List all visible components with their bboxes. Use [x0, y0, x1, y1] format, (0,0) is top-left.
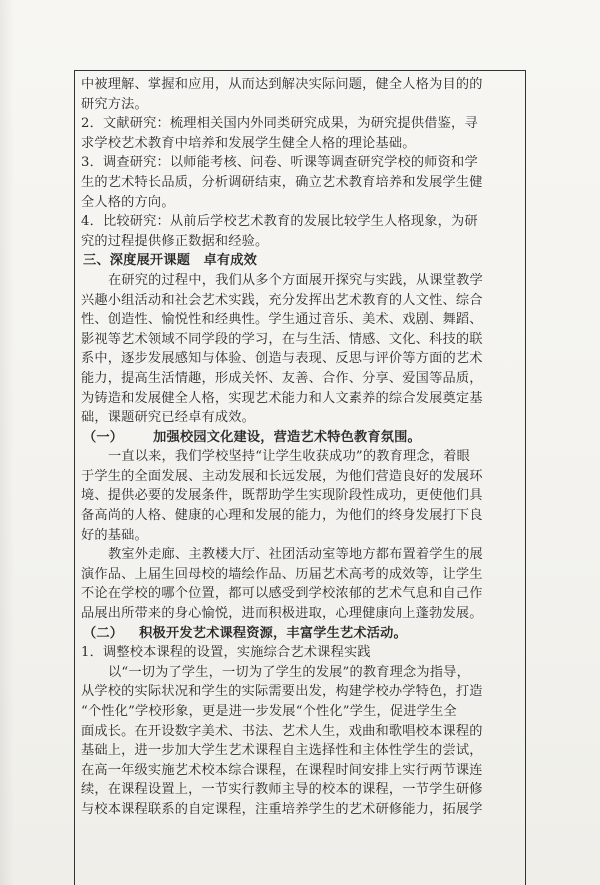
text-line: 不论在学校的哪个位置，都可以感受到学校浓郁的艺术气息和自己作 [81, 586, 483, 602]
text-line: 在高一年级实施艺术校本综合课程，在课程时间安排上实行两节课连 [81, 762, 483, 778]
text-line: “个性化”学校形象，更是进一步发展“个性化”学生，促进学生全 [81, 704, 457, 719]
text-line: 能力，提高生活情趣，形成关怀、友善、合作、分享、爱国等品质， [81, 370, 483, 386]
text-line: 3．调查研究：以师能考核、问卷、听课等调查研究学校的师资和学 [81, 155, 478, 171]
text-line: 好的基础。 [81, 527, 148, 543]
text-line: 境、提供必要的发展条件，既帮助学生实现阶段性成功，更使他们具 [81, 488, 483, 504]
text-line: 全人格的方向。 [81, 194, 175, 210]
text-line: 性、创造性、愉悦性和经典性。学生通过音乐、美术、戏剧、舞蹈、 [81, 312, 483, 328]
text-line: 面成长。在开设数字美术、书法、艺术人生，戏曲和歌唱校本课程的 [81, 723, 483, 739]
text-line: 品展出所带来的身心愉悦，进而积极进取，心理健康向上蓬勃发展。 [81, 606, 483, 622]
text-line: 中被理解、掌握和应用，从而达到解决实际问题，健全人格为目的的 [81, 77, 483, 92]
page-shadow [0, 0, 14, 885]
text-line: 1．调整校本课程的设置，实施综合艺术课程实践 [81, 645, 371, 661]
text-line: 础，课题研究已经卓有成效。 [81, 410, 256, 426]
text-line: 生的艺术特长品质，分析调研结束，确立艺术教育培养和发展学生健 [81, 174, 483, 190]
text-line: 以“一切为了学生，一切为了学生的发展”的教育理念为指导， [108, 664, 470, 680]
text-line: 研究方法。 [81, 96, 148, 112]
section-heading: 三、深度展开课题 卓有成效 [83, 253, 258, 269]
text-line: 影视等艺术领域不同学段的学习，在与生活、情感、文化、科技的联 [81, 331, 483, 347]
text-line: 基础上，进一步加大学生艺术课程自主选择性和主体性学生的尝试， [81, 743, 483, 759]
subsection-number: （一） [83, 429, 124, 445]
subsection-title: 加强校园文化建设，营造艺术特色教育氛围。 [153, 429, 421, 445]
subsection-heading [81, 624, 523, 644]
subsection-title: 积极开发艺术课程资源，丰富学生艺术活动。 [139, 625, 407, 641]
text-line: 兴趣小组活动和社会艺术实践，充分发挥出艺术教育的人文性、综合 [81, 292, 483, 308]
text-frame [74, 70, 526, 885]
text-line: 系中，逐步发展感知与体验、创造与表现、反思与评价等方面的艺术 [81, 351, 483, 367]
text-line: 2．文献研究：梳理相关国内外同类研究成果，为研究提供借鉴，寻 [81, 116, 478, 132]
subsection-number: （二） [83, 625, 124, 641]
text-line: 求学校艺术教育中培养和发展学生健全人格的理论基础。 [81, 135, 416, 151]
text-line: 演作品、上届生回母校的墙绘作品、历届艺术高考的成效等，让学生 [81, 566, 483, 582]
subsection-heading [81, 428, 523, 448]
text-line: 从学校的实际状况和学生的实际需要出发，构建学校办学特色，打造 [81, 684, 483, 700]
text-line: 在研究的过程中，我们从多个方面展开探究与实践，从课堂教学 [108, 272, 483, 288]
text-line: 一直以来，我们学校坚持“让学生收获成功”的教育理念，着眼 [108, 449, 470, 465]
text-line: 与校本课程联系的自定课程，注重培养学生的艺术研修能力，拓展学 [81, 801, 483, 817]
text-line: 究的过程提供修正数据和经验。 [81, 233, 269, 249]
text-line: 于学生的全面发展、主动发展和长远发展，为他们营造良好的发展环 [81, 468, 483, 484]
text-line: 续，在课程设置上，一节实行教师主导的校本的课程，一节学生研修 [81, 782, 483, 798]
text-line: 教室外走廊、主教楼大厅、社团活动室等地方都布置着学生的展 [108, 547, 483, 563]
text-line: 为铸造和发展健全人格，实现艺术能力和人文素养的综合发展奠定基 [81, 390, 483, 406]
text-line: 4．比较研究：从前后学校艺术教育的发展比较学生人格现象，为研 [81, 214, 478, 230]
text-line: 备高尚的人格、健康的心理和发展的能力，为他们的终身发展打下良 [81, 508, 483, 524]
